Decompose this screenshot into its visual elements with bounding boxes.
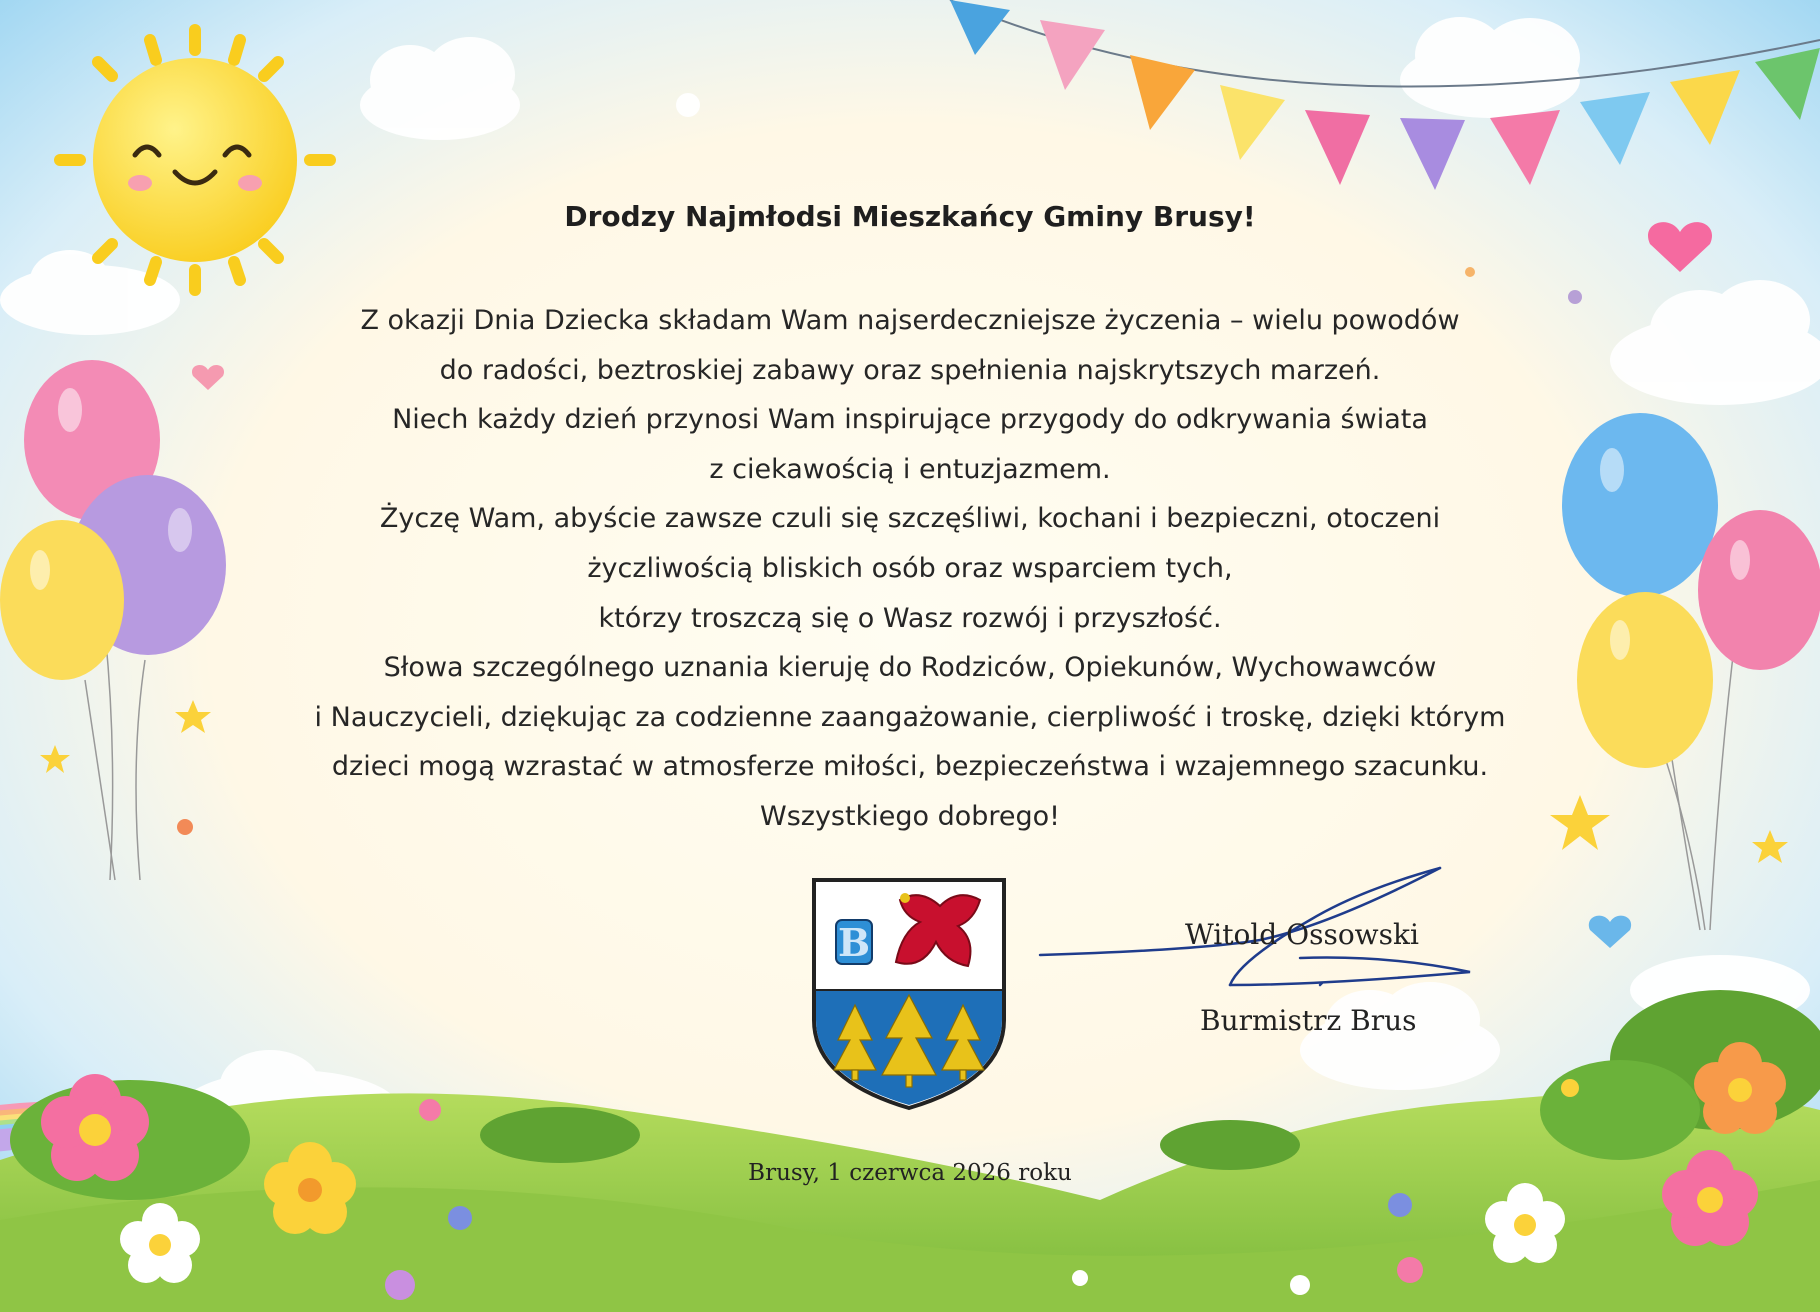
letter-line: i Nauczycieli, dziękując za codzienne zaangażowanie, cierpliwość i troskę, dzięki którym xyxy=(314,701,1506,733)
letter-line: Z okazji Dnia Dziecka składam Wam najserdeczniejsze życzenia – wielu powodów xyxy=(360,305,1460,336)
letter-line: Wszystkiego dobrego! xyxy=(760,800,1060,832)
letter-line: z ciekawością i entuzjazmem. xyxy=(709,453,1111,485)
letter-line: Słowa szczególnego uznania kieruję do Rodziców, Opiekunów, Wychowawców xyxy=(383,652,1437,684)
letter-line: życzliwością bliskich osób oraz wsparciem tych, xyxy=(587,552,1233,584)
letter-line: do radości, beztroskiej zabawy oraz spełnienia najskrytszych marzeń. xyxy=(439,354,1381,386)
letter-line: Niech każdy dzień przynosi Wam inspirujące przygody do odkrywania świata xyxy=(392,404,1428,436)
letter-body xyxy=(240,296,1580,842)
signatory-name: Witold Ossowski xyxy=(1185,918,1419,951)
date-line: Brusy, 1 czerwca 2026 roku xyxy=(748,1160,1072,1186)
crest-letter: B xyxy=(837,920,871,965)
letter-greeting: Drodzy Najmłodsi Mieszkańcy Gminy Brusy! xyxy=(564,200,1256,233)
letter-line: którzy troszczą się o Wasz rozwój i przyszłość. xyxy=(598,602,1222,634)
letter-line: dzieci mogą wzrastać w atmosferze miłości, bezpieczeństwa i wzajemnego szacunku. xyxy=(331,751,1489,783)
letter-line: Życzę Wam, abyście zawsze czuli się szczęśliwi, kochani i bezpieczni, otoczeni xyxy=(379,503,1441,535)
signatory-title: Burmistrz Brus xyxy=(1200,1004,1417,1037)
